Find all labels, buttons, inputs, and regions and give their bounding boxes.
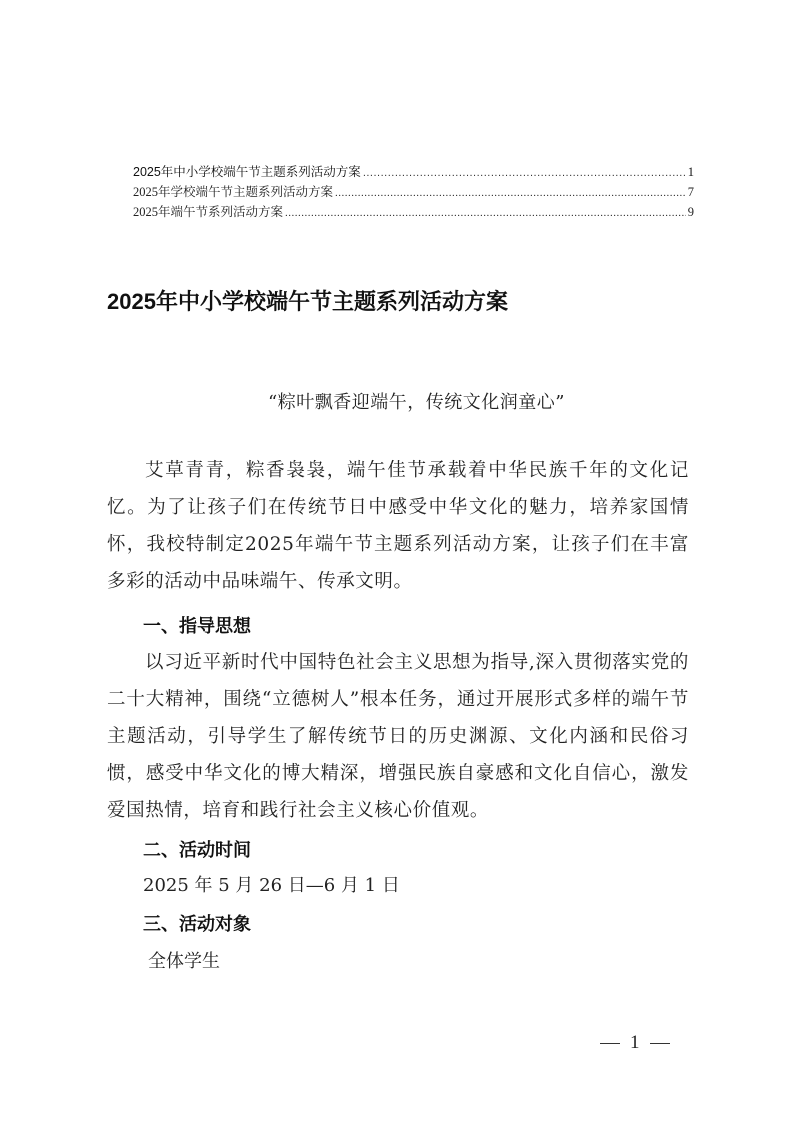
page-number-footer bbox=[600, 1032, 670, 1054]
intro-paragraph: 艾草青青，粽香袅袅，端午佳节承载着中华民族千年的文化记忆。为了让孩子们在传统节日中感受中华文化的魅力，培养家国情怀，我校特制定2025年端午节主题系列活动方案，让孩子们在丰富多彩的活动中品味端午、传承文明。 bbox=[107, 460, 689, 592]
document-title: 2025年中小学校端午节主题系列活动方案 bbox=[107, 289, 508, 314]
toc-entry-title: 2025年学校端午节主题系列活动方案 bbox=[133, 185, 334, 199]
toc-entry-title: 2025年中小学校端午节主题系列活动方案 bbox=[133, 165, 361, 179]
toc-leader-dots bbox=[285, 203, 686, 223]
guiding-ideology-paragraph: 以习近平新时代中国特色社会主义思想为指导,深入贯彻落实党的二十大精神，围绕“立德树人”根本任务，通过开展形式多样的端午节主题活动，引导学生了解传统节日的历史渊源、文化内涵和民俗习惯，感受中华文化的博大精深，增强民族自豪感和文化自信心，激发爱国热情，培育和践行社会主义核心价值观。 bbox=[107, 652, 689, 821]
toc-leader-dots bbox=[363, 163, 686, 183]
toc-entry[interactable] bbox=[133, 182, 694, 202]
toc-entry-page: 7 bbox=[687, 185, 694, 199]
dash-right bbox=[650, 1043, 670, 1044]
section-heading-guiding-ideology: 一、指导思想 bbox=[143, 616, 251, 636]
activity-time-text: 2025 年 5 月 26 日—6 月 1 日 bbox=[143, 875, 400, 896]
page-number: 1 bbox=[630, 1032, 640, 1053]
document-subtitle: “粽叶飘香迎端午，传统文化润童心” bbox=[268, 392, 565, 413]
section-heading-activity-target: 三、活动对象 bbox=[143, 914, 251, 934]
dash-left bbox=[600, 1043, 620, 1044]
toc-entry[interactable] bbox=[133, 202, 694, 222]
toc-leader-dots bbox=[335, 183, 686, 203]
guiding-ideology-block bbox=[107, 644, 689, 829]
table-of-contents bbox=[133, 162, 694, 222]
intro-paragraph-block bbox=[107, 452, 689, 600]
section-heading-activity-time: 二、活动时间 bbox=[143, 840, 251, 860]
toc-entry-page: 1 bbox=[687, 165, 694, 179]
activity-target-text: 全体学生 bbox=[148, 951, 220, 972]
toc-entry-page: 9 bbox=[687, 205, 694, 219]
toc-entry[interactable] bbox=[133, 162, 694, 182]
toc-entry-title: 2025年端午节系列活动方案 bbox=[133, 205, 284, 219]
